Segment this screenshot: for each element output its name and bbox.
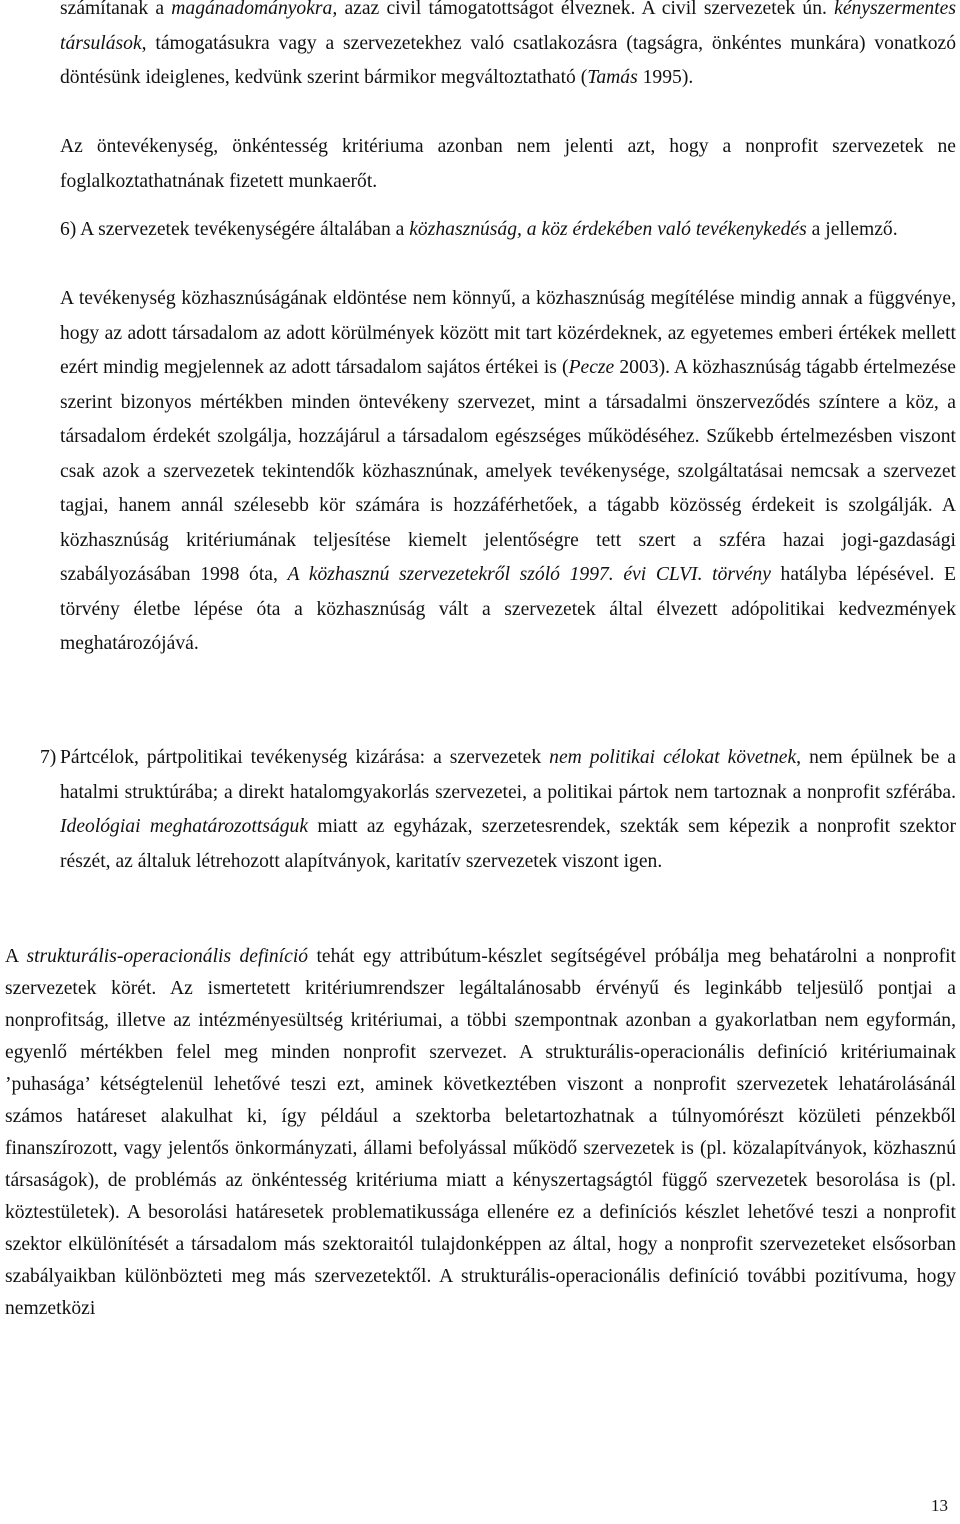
italic-text: Pecze — [568, 357, 615, 378]
paragraph-paid-labour — [60, 130, 956, 199]
text-run: , támogatásukra vagy a szervezetekhez való csatlakozásra (tagságra, önkéntes munkára) vonatkozó döntésünk ideiglenes, kedvünk szerint bármikor megváltoztatható ( — [60, 32, 956, 88]
text-run: tehát egy attribútum-készlet segítségével próbálja meg behatárolni a nonprofit szervezetek körét. Az ismertetett kritériumrendszer legáltalánosabb érvényű és leginkább teljesülő pontjai a nonprofitság, illetve az intézményesültség kritériumai, a többi szempontnak azonban a gyakorlatban nem egyformán, egyenlő mértékben felel meg minden nonprofit szervezet. A strukturális-operacionális definíció kritériumainak ’puhasága’ kétségtelenül lehetővé teszi ezt, aminek következtében viszont a nonprofit szervezetek lehatárolásánál számos határeset alakulhat ki, így például a szektorba beletartozhatnak a túlnyomórészt közületi pénzekből finanszírozott, vagy jelentős önkormányzati, állami befolyással működő szervezetek is (pl. közalapítványok, közhasznú társaságok), de problémás az önkéntesség kritériuma miatt a kényszertagságtól függő szervezetek besorolása is (pl. köztestületek). A besorolási határesetek problematikussága ellenére ez a definíciós készlet lehetővé teszi a nonprofit szektor elkülönítését a társadalom más szektoraitól tulajdonképpen az által, hogy a nonprofit szervezeteket elsősorban szabályaikban különbözteti meg más szervezetektől. A strukturális-operacionális definíció további pozitívuma, hogy nemzetközi — [5, 946, 956, 1319]
italic-text: strukturális-operacionális definíció — [26, 946, 309, 967]
text-run: A tevékenység közhasznúságának eldöntése nem könnyű, a közhasznúság megítélése mindig annak a függvénye, hogy az adott társadalom az adott körülmények között mit tart közérdeknek, az egyetemes emberi értékek mellett ezért mindig megjelennek az adott társadalom sajátos értékei is ( — [60, 288, 956, 378]
italic-text: magánadományokra, — [171, 0, 338, 19]
italic-text: Tamás — [587, 67, 638, 88]
italic-text: közhasznúság, a köz érdekében való tevékenykedés — [409, 219, 807, 240]
text-run: Az öntevékenység, önkéntesség kritériuma azonban nem jelenti azt, hogy a nonprofit szervezetek ne foglalkoztathatnának fizetett munkaerőt. — [60, 136, 956, 192]
paragraph-structural-operational-definition — [5, 941, 956, 1325]
text-run: 1995). — [637, 67, 694, 88]
list-item-6-public-benefit — [60, 213, 956, 248]
text-run: számítanak a — [60, 0, 172, 19]
list-item-number: 7) — [40, 747, 57, 768]
italic-text: A közhasznú szervezetekről szóló 1997. évi CLVI. törvény — [287, 564, 771, 585]
text-run: , nem épülnek be a hatalmi struktúrába; a direkt hatalomgyakorlás szervezetei, a politikai pártok nem tartoznak a nonprofit szférába. — [60, 747, 956, 803]
text-run: 6) A szervezetek tevékenységére általában a — [60, 219, 410, 240]
italic-text: Ideológiai meghatározottságuk — [60, 816, 309, 837]
text-run: hatályba lépésével. E törvény életbe lépése óta a közhasznúság vált a szervezetek által élvezett adópolitikai kedvezmények meghatározójává. — [60, 564, 957, 654]
paragraph-public-benefit-details — [60, 282, 956, 662]
page-number: 13 — [931, 1496, 948, 1515]
italic-text: nem politikai célokat követnek — [549, 747, 797, 768]
text-run: A — [5, 946, 27, 967]
text-run: azaz civil támogatottságot élveznek. A civil szervezetek ún. — [337, 0, 835, 19]
list-item-7-party-politics — [40, 741, 956, 879]
paragraph-voluntary-associations — [60, 0, 956, 96]
text-run: 2003). A közhasznúság tágabb értelmezése szerint bizonyos mértékben minden öntevékeny szervezet, mint a társadalmi önszerveződés színtere a köz, a társadalom érdekét szolgálja, hozzájárul a társadalom egészséges működéséhez. Szűkebb értelmezésben viszont csak azok a szervezetek tekintendők közhasznúnak, amelyek tevékenysége, szolgáltatásai nemcsak a szervezet tagjai, hanem annál szélesebb kör számára is hozzáférhetőek, a tágabb közösség érdekeit is szolgálják. A közhasznúság kritériumának teljesítése kiemelt jelentőségre tett szert a szféra hazai jogi-gazdasági szabályozásában 1998 óta, — [60, 357, 956, 585]
italic-text: kényszermentes társulások — [60, 0, 956, 54]
text-run: a jellemző. — [806, 219, 898, 240]
list-item-text — [60, 747, 956, 872]
text-run: miatt az egyházak, szerzetesrendek, szekták sem képezik a nonprofit szektor részét, az általuk létrehozott alapítványok, karitatív szervezetek viszont igen. — [60, 816, 956, 872]
text-run: Pártcélok, pártpolitikai tevékenység kizárása: a szervezetek — [60, 747, 550, 768]
